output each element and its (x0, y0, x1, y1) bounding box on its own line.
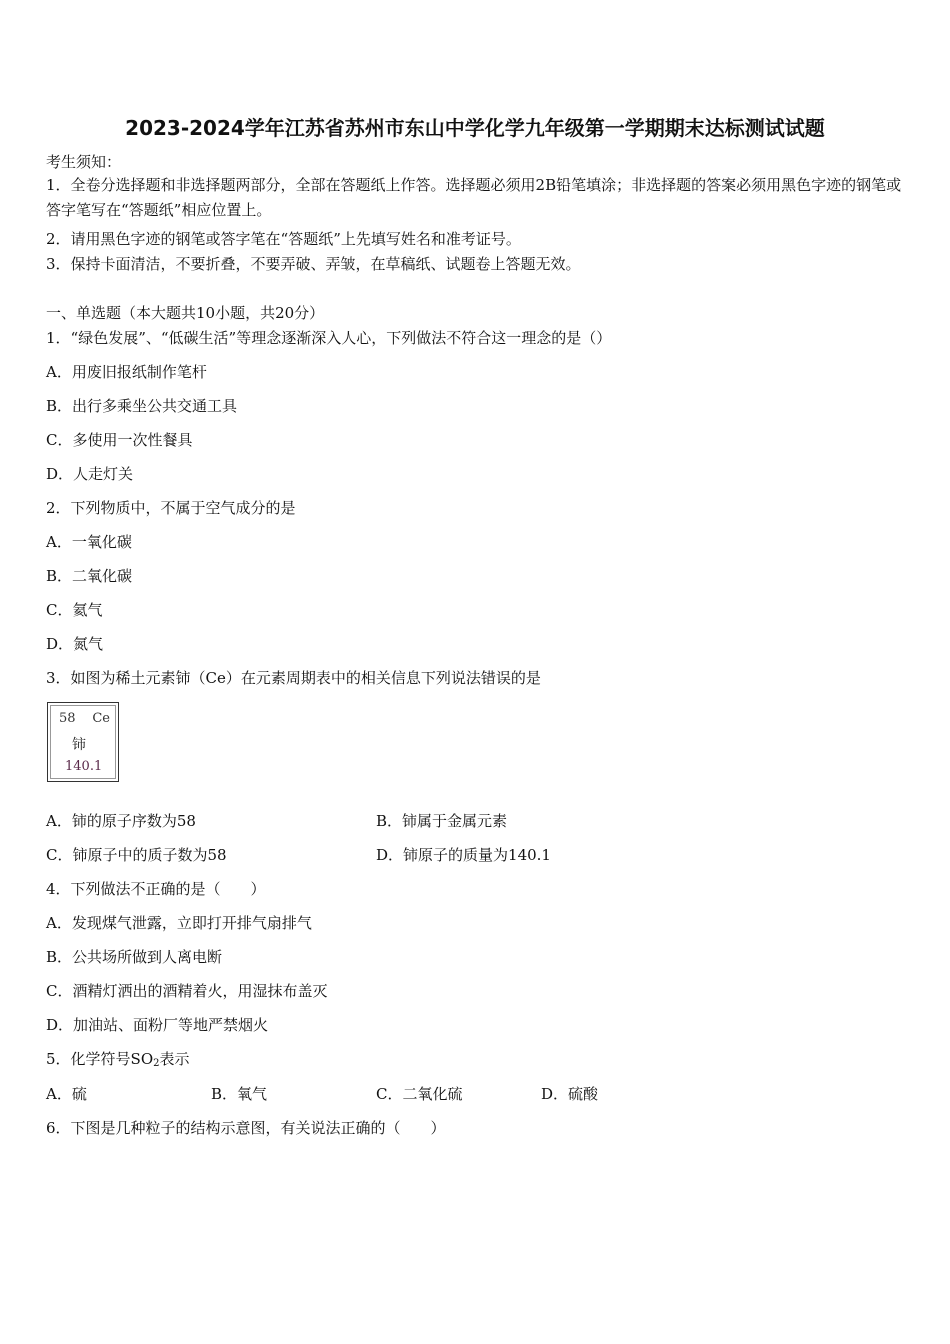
question-4-option-d: D．加油站、面粉厂等地严禁烟火 (46, 1016, 269, 1034)
question-4-stem: 4．下列做法不正确的是（ ） (46, 880, 266, 898)
question-5-subscript: 2 (153, 1058, 160, 1069)
question-1-option-d: D．人走灯关 (46, 465, 134, 483)
element-cell-cerium (47, 702, 119, 782)
question-2-option-c: C．氦气 (46, 601, 103, 619)
notice-item-3: 3．保持卡面清洁，不要折叠，不要弄破、弄皱，在草稿纸、试题卷上答题无效。 (46, 255, 581, 273)
element-atomic-mass: 140.1 (65, 759, 103, 774)
question-2-stem: 2．下列物质中，不属于空气成分的是 (46, 499, 296, 517)
question-5-stem (46, 1048, 190, 1069)
question-3-option-d: D．铈原子的质量为140.1 (376, 846, 551, 864)
notice-heading: 考生须知： (46, 153, 122, 171)
question-6-stem: 6．下图是几种粒子的结构示意图，有关说法正确的（ ） (46, 1119, 446, 1137)
question-3-stem: 3．如图为稀土元素铈（Ce）在元素周期表中的相关信息下列说法错误的是 (46, 669, 541, 687)
question-3-option-a: A．铈的原子序数为58 (46, 812, 196, 830)
question-1-option-a: A．用废旧报纸制作笔杆 (46, 363, 207, 381)
question-3-option-b: B．铈属于金属元素 (376, 812, 508, 830)
question-2-option-d: D．氮气 (46, 635, 104, 653)
element-atomic-number: 58 (59, 711, 76, 726)
question-2-option-a: A．一氧化碳 (46, 533, 132, 551)
question-5-stem-suffix: 表示 (159, 1050, 190, 1068)
notice-item-1: 1．全卷分选择题和非选择题两部分，全部在答题纸上作答。选择题必须用2B铅笔填涂；非选择题的答案必须用黑色字迹的钢笔或答字笔写在“答题纸”相应位置上。 (46, 176, 902, 219)
question-3-option-c: C．铈原子中的质子数为58 (46, 846, 227, 864)
notice-item-2: 2．请用黑色字迹的钢笔或答字笔在“答题纸”上先填写姓名和准考证号。 (46, 230, 521, 248)
element-name: 铈 (72, 737, 86, 753)
question-5-option-b: B．氧气 (211, 1085, 268, 1103)
question-1-option-c: C．多使用一次性餐具 (46, 431, 193, 449)
question-4-option-b: B．公共场所做到人离电断 (46, 948, 223, 966)
section-heading: 一、单选题（本大题共10小题，共20分） (46, 304, 325, 322)
question-5-option-c: C．二氧化硫 (376, 1085, 463, 1103)
element-symbol: Ce (92, 711, 110, 726)
question-2-option-b: B．二氧化碳 (46, 567, 133, 585)
question-5-stem-prefix: 5．化学符号SO (46, 1050, 154, 1068)
question-5-option-a: A．硫 (46, 1085, 87, 1103)
question-4-option-c: C．酒精灯洒出的酒精着火，用湿抹布盖灭 (46, 982, 328, 1000)
page-title: 2023-2024学年江苏省苏州市东山中学化学九年级第一学期期末达标测试试题 (125, 116, 825, 140)
question-5-option-d: D．硫酸 (541, 1085, 599, 1103)
question-1-stem: 1．“绿色发展”、“低碳生活”等理念逐渐深入人心，下列做法不符合这一理念的是（） (46, 329, 612, 347)
question-1-option-b: B．出行多乘坐公共交通工具 (46, 397, 238, 415)
question-4-option-a: A．发现煤气泄露，立即打开排气扇排气 (46, 914, 312, 932)
